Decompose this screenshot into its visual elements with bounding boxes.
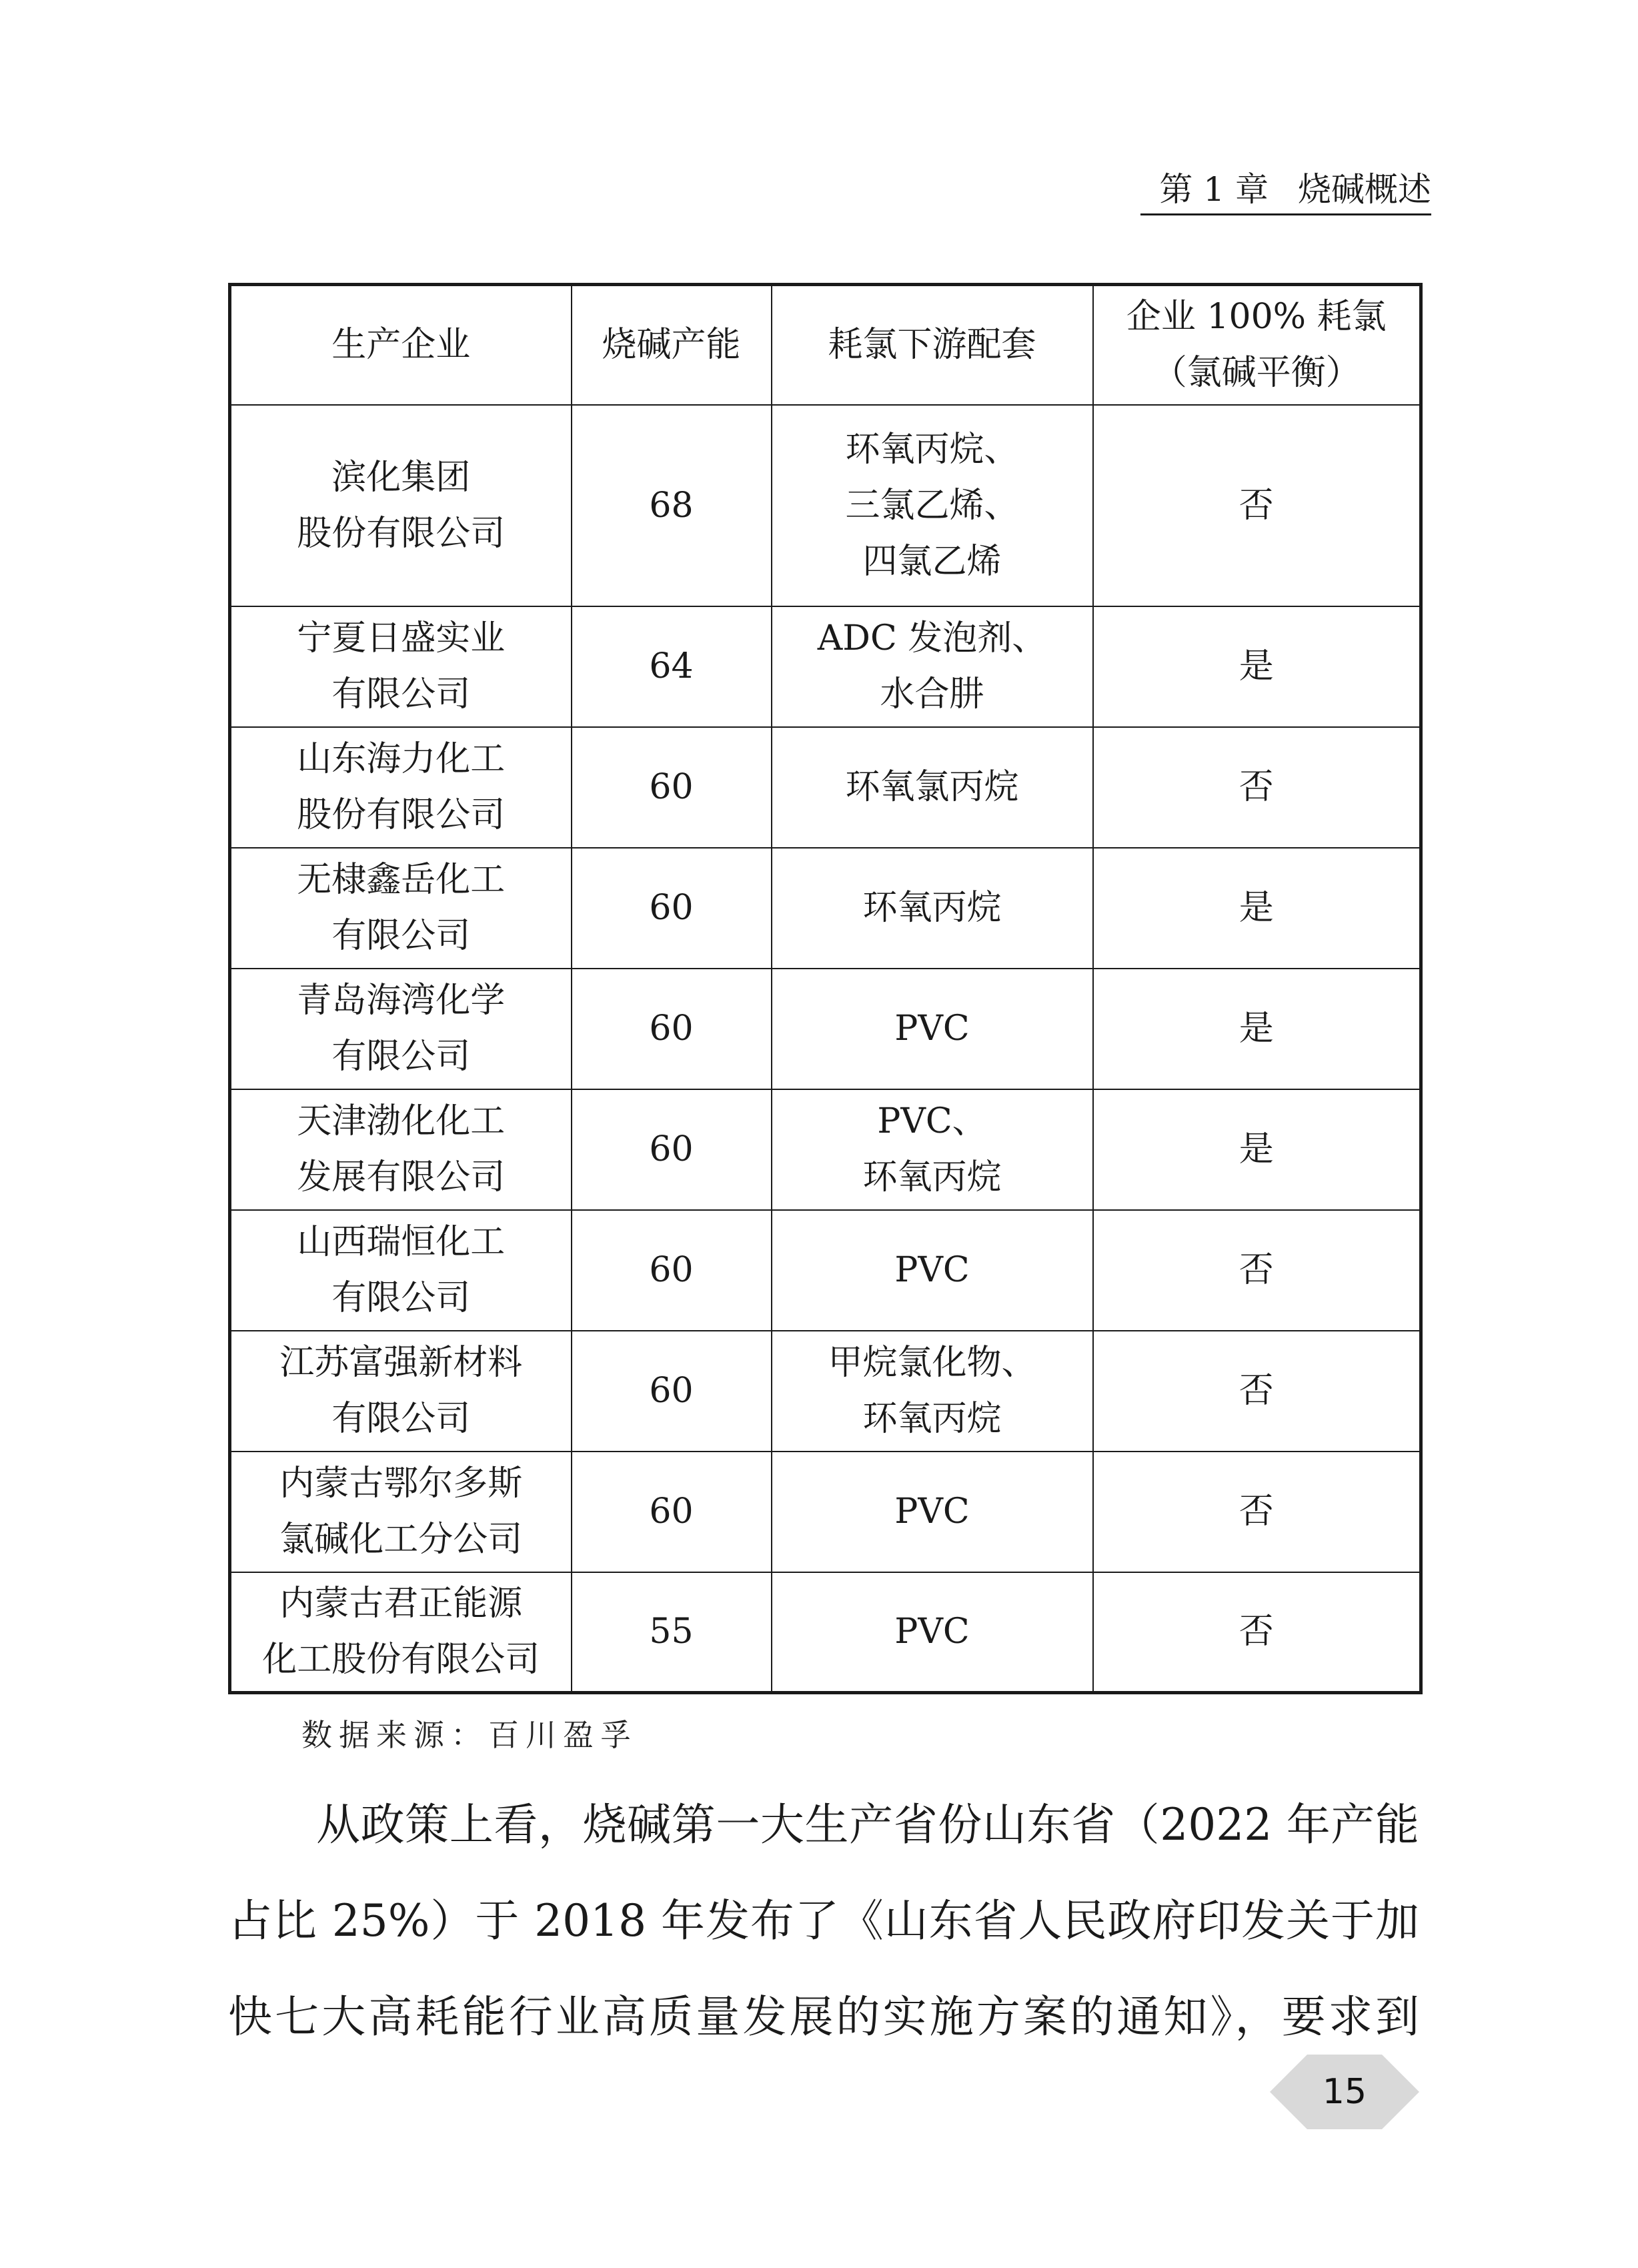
cell-capacity: 60 [572,848,772,969]
cell-company: 山西瑞恒化工 有限公司 [230,1210,572,1331]
cell-balance: 是 [1093,848,1421,969]
table-row [230,969,1421,1089]
cell-balance: 否 [1093,1572,1421,1693]
table-row [230,1331,1421,1452]
cell-company: 内蒙古君正能源 化工股份有限公司 [230,1572,572,1693]
cell-company: 江苏富强新材料 有限公司 [230,1331,572,1452]
cell-balance: 否 [1093,727,1421,848]
page-number: 15 [1322,2072,1367,2112]
table-row [230,848,1421,969]
running-head [1140,168,1431,215]
table-row [230,606,1421,727]
table-row [230,1452,1421,1572]
header-company: 生产企业 [230,285,572,405]
body-paragraph [228,1777,1419,2065]
cell-company: 宁夏日盛实业 有限公司 [230,606,572,727]
cell-company: 天津渤化化工 发展有限公司 [230,1089,572,1210]
cell-balance: 否 [1093,1331,1421,1452]
cell-company: 山东海力化工 股份有限公司 [230,727,572,848]
cell-capacity: 60 [572,1331,772,1452]
cell-downstream: PVC、 环氧丙烷 [772,1089,1093,1210]
paragraph-line: 从政策上看，烧碱第一大生产省份山东省（2022 年产能 [316,1799,1419,1850]
cell-balance: 是 [1093,1089,1421,1210]
cell-capacity: 60 [572,1210,772,1331]
cell-capacity: 60 [572,1452,772,1572]
cell-company: 无棣鑫岳化工 有限公司 [230,848,572,969]
cell-downstream: PVC [772,1572,1093,1693]
table-row [230,727,1421,848]
table-row [230,1089,1421,1210]
cell-capacity: 60 [572,727,772,848]
cell-capacity: 60 [572,1089,772,1210]
cell-balance: 否 [1093,1210,1421,1331]
cell-downstream: 环氧氯丙烷 [772,727,1093,848]
data-source-note: 数据来源：百川盈孚 [301,1717,638,1753]
cell-downstream: 环氧丙烷 [772,848,1093,969]
cell-capacity: 68 [572,405,772,606]
header-capacity: 烧碱产能 [572,285,772,405]
cell-balance: 否 [1093,1452,1421,1572]
paragraph-line: 占比 25%）于 2018 年发布了《山东省人民政府印发关于加 [228,1895,1419,1946]
chapter-number: 第 1 章 [1159,170,1269,209]
header-downstream: 耗氯下游配套 [772,285,1093,405]
table-header-row [230,285,1421,405]
cell-downstream: PVC [772,1210,1093,1331]
cell-company: 滨化集团 股份有限公司 [230,405,572,606]
cell-balance: 是 [1093,606,1421,727]
header-balance: 企业 100% 耗氯 （氯碱平衡） [1093,285,1421,405]
cell-company: 青岛海湾化学 有限公司 [230,969,572,1089]
paragraph-line: 快七大高耗能行业高质量发展的实施方案的通知》，要求到 [228,1991,1419,2043]
page-number-badge [1270,2055,1419,2129]
cell-capacity: 60 [572,969,772,1089]
cell-downstream: ADC 发泡剂、 水合肼 [772,606,1093,727]
cell-capacity: 55 [572,1572,772,1693]
table-row [230,1572,1421,1693]
cell-downstream: PVC [772,969,1093,1089]
cell-company: 内蒙古鄂尔多斯 氯碱化工分公司 [230,1452,572,1572]
cell-capacity: 64 [572,606,772,727]
cell-balance: 是 [1093,969,1421,1089]
cell-downstream: 环氧丙烷、 三氯乙烯、 四氯乙烯 [772,405,1093,606]
cell-downstream: PVC [772,1452,1093,1572]
cell-downstream: 甲烷氯化物、 环氧丙烷 [772,1331,1093,1452]
table-row [230,405,1421,606]
chapter-title: 烧碱概述 [1298,170,1431,209]
cell-balance: 否 [1093,405,1421,606]
capacity-table [228,283,1423,1694]
table-row [230,1210,1421,1331]
